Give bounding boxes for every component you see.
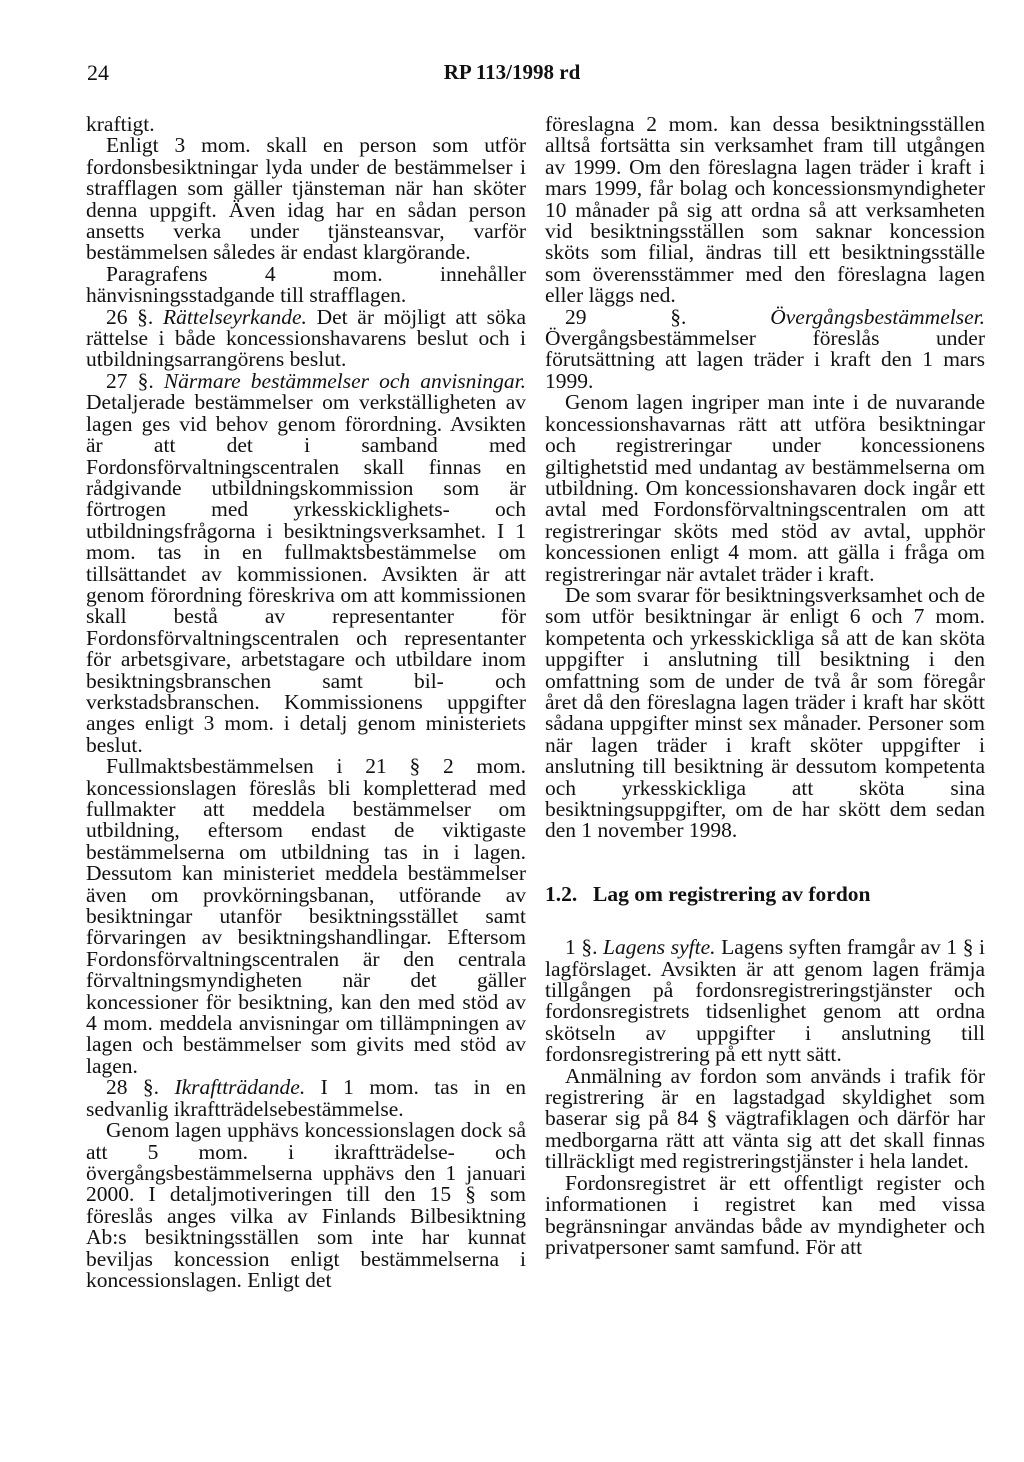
section-title: Rättelseyrkande. — [163, 304, 307, 329]
page-number: 24 — [87, 60, 109, 85]
left-column — [86, 114, 526, 1291]
paragraph: kraftigt. — [86, 112, 155, 136]
paragraph: Fullmaktsbestämmelsen i 21 § 2 mom. koncessionslagen föreslås bli kompletterad med fullmakter att meddela bestämmelser om utbildning, eftersom endast de viktigaste bestämmelserna om utbildning tas in i lagen. Dessutom kan ministeriet meddela bestämmelser även om provkörningsbanan, utförande av besiktningar utanför besiktningsstället samt förvaringen av besiktningshandlingar. Eftersom Fordonsförvaltningscentralen är den centrala förvaltningsmyndigheten när det gäller koncessioner för besiktning, kan den med stöd av 4 mom. meddela anvisningar om tillämpningen av lagen och bestämmelser som givits med stöd av lagen. — [86, 754, 526, 1078]
section-title: Övergångsbestämmelser. — [770, 304, 985, 329]
paragraph: De som svarar för besiktningsverksamhet och de som utför besiktningar är enligt 6 och 7 mom. kompetenta och yrkesskickliga så att de kan sköta uppgifter i anslutning till besiktning i den omfattning som de under de två år som föregår året då den föreslagna lagen träder i kraft har skött sådana uppgifter minst sex månader. Personer som när lagen träder i kraft sköter uppgifter i anslutning till besiktning är dessutom kompetenta och yrkesskickliga att sköta sina besiktningsuppgifter, om de har skött dem sedan den 1 november 1998. — [545, 582, 985, 843]
section-title: Ikraftträdande. — [174, 1075, 306, 1100]
section-29 — [545, 304, 985, 393]
section-number: 26 §. — [106, 304, 154, 329]
paragraph: Genom lagen upphävs koncessionslagen dock så att 5 mom. i ikraftträdelse- och övergångsbestämmelserna upphävs den 1 januari 2000. I detaljmotiveringen till den 15 § som föreslås anges vilka av Finlands Bilbesiktning Ab:s besiktningsställen som inte har kunnat beviljas koncession enligt bestämmelserna i koncessionslagen. Enligt det — [86, 1118, 526, 1292]
section-text: Detaljerade bestämmelser om verkställigheten av lagen ges vid behov genom förordning. Avsikten är att det i samband med Fordonsförvaltningscentralen skall finnas en rådgivande utbildningskommission som är förtrogen med yrkesskicklighets- och utbildningsfrågorna i besiktningsverksamhet. I 1 mom. tas in en fullmaktsbestämmelse om tillsättandet av kommissionen. Avsikten är att genom förordning föreskriva om att kommissionen skall bestå av representanter för Fordonsförvaltningscentralen och representanter för arbetsgivare, arbetstagare och utbildare inom besiktningsbranschen samt bil- och verkstadsbranschen. Kommissionens uppgifter anges enligt 3 mom. i detalj genom ministeriets beslut. — [86, 390, 526, 757]
paragraph: föreslagna 2 mom. kan dessa besiktningsställen alltså fortsätta sin verksamhet fram till utgången av 1999. Om den föreslagna lagen träder i kraft i mars 1999, får bolag och koncessionsmyndigheter 10 månader på sig att ordna så att verksamheten vid besiktningsställen som saknar koncession sköts som filial, ändras till ett besiktningsställe som överensstämmer med den föreslagna lagen eller läggs ned. — [545, 112, 985, 308]
paragraph: Genom lagen ingriper man inte i de nuvarande koncessionshavarnas rätt att utföra besiktningar och registreringar under koncessionens giltighetstid med undantag av bestämmelserna om utbildning. Om koncessionshavaren dock ingår ett avtal med Fordonsförvaltningscentralen om att registreringar sköts med stöd av avtal, upphör koncessionen enligt 4 mom. att gälla i fråga om registreringar när avtalet träder i kraft. — [545, 390, 985, 586]
heading-number: 1.2. — [545, 881, 578, 906]
section-number: 1 §. — [565, 935, 598, 960]
section-text: Lagens syften framgår av 1 § i lagförslaget. Avsikten är att genom lagen främja tillgången på fordonsregistreringstjänster och fordonsregistrets tidsenlighet genom att ordna skötseln av uppgifter i anslutning till fordonsregistrering på ett nytt sätt. — [545, 935, 985, 1067]
section-text: I 1 mom. tas in en sedvanlig ikraftträdelsebestämmelse. — [86, 1075, 527, 1121]
section-text: Övergångsbestämmelser föreslås under förutsättning att lagen träder i kraft den 1 mars 1999. — [545, 326, 985, 393]
section-number: 29 §. — [565, 304, 687, 329]
section-26 — [86, 304, 527, 372]
paragraph: Paragrafens 4 mom. innehåller hänvisningsstadgande till strafflagen. — [86, 261, 526, 308]
section-heading — [545, 881, 985, 906]
section-27 — [86, 368, 526, 757]
paragraph: Fordonsregistret är ett offentligt register och informationen i registret kan med vissa begränsningar användas både av myndigheter och privatpersoner samt samfund. För att — [545, 1170, 985, 1259]
running-title: RP 113/1998 rd — [443, 60, 581, 84]
section-title: Lagens syfte. — [603, 935, 716, 960]
section-number: 28 §. — [106, 1075, 160, 1100]
paragraph: Anmälning av fordon som används i trafik för registrering är en lagstadgad skyldighet som baserar sig på 84 § vägtrafiklagen och därför har medborgarna rätt att vänta sig att det skall finnas tillräckligt med registreringstjänster i hela landet. — [545, 1063, 985, 1174]
section-title: Närmare bestämmelser och anvisningar. — [163, 368, 526, 393]
section-number: 27 §. — [106, 368, 154, 393]
heading-text: Lag om registrering av fordon — [593, 881, 871, 906]
section-text: Det är möjligt att söka rättelse i både koncessionshavarens beslut och i utbildningsarrangörens beslut. — [86, 304, 527, 372]
section-1 — [545, 937, 985, 1065]
section-28 — [86, 1077, 526, 1120]
paragraph: Enligt 3 mom. skall en person som utför fordonsbesiktningar lyda under de bestämmelser i strafflagen som gäller tjänsteman när han sköter denna uppgift. Även idag har en sådan person ansetts verka under tjänsteansvar, varför bestämmelsen således är endast klargörande. — [86, 133, 526, 265]
right-column — [545, 114, 985, 1258]
